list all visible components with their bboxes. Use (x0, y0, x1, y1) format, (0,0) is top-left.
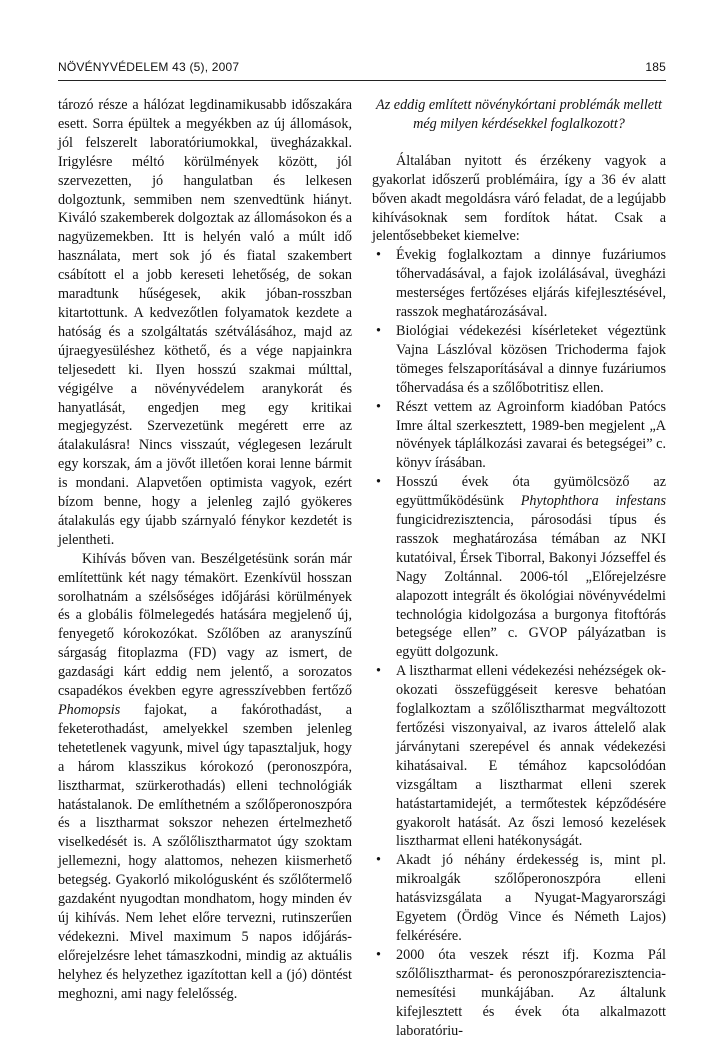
page-number: 185 (645, 60, 666, 74)
interview-question: Az eddig említett növénykórtani problémák mellett még milyen kérdésekkel foglalkozott? (376, 97, 662, 132)
paragraph: Általában nyitott és érzékeny vagyok a gyakorlat időszerű problémáira, így a 36 év alatt bőven akadt megoldásra váró feladat, de a legújabb kihívásoknak sem fordítok hátat. Csak a jelentősebbeket kiemelve: (372, 152, 666, 245)
species-name: Phytophthora infestans (520, 493, 666, 510)
list-item: • A lisztharmat elleni védekezési nehézségek ok-okozati összefüggéseit keresve behatóan foglalkoztam a szőlőlisztharmat megváltozott fertőzési viszonyaival, az ivaros áttelelő alak járványtani szerepével és annak védekezési kihatásaival. E témához kapcsolódóan vizsgáltam a lisztharmat elleni szerek hatástartamidejét, a termőtestek képződésére gyakorolt hatását. Az őszi lemosó kezelések lisztharmat elleni hatékonyságát. (376, 663, 666, 850)
list-item: • Hosszú évek óta gyümölcsöző az együttműködésünk Phytophthora infestans fungicidrezisztencia, párosodási típus és rasszok meghatározása témában az NKI kutatóival, Érsek Tiborral, Bakonyi Józseffel és Nagy Zoltánnal. 2006-tól „Előrejelzésre alapozott integrált és ökológiai növényvédelmi technológia kidolgozása a burgonya fitoftórás betegsége ellen” c. GVOP pályázatban is együtt dolgozunk. (376, 474, 666, 661)
list-item: • 2000 óta veszek részt ifj. Kozma Pál szőlőlisztharmat- és peronoszpórarezisztencia-nemesítési munkájában. Az általunk kifejlesztett és évek óta alkalmazott laboratóriu- (376, 946, 666, 1039)
paragraph: tározó része a hálózat legdinamikusabb időszakára esett. Sorra épültek a megyékben az új állomások, jól felszerelt laboratóriumokkal, üvegházakkal. Irigylésre méltó körülmények között, jól szervezetten, jó hangulatban és lelkesen dolgoztunk, semmiben nem szenvedtünk hiányt. Kiváló szakemberek dolgoztak az állomásokon és a nagyüzemekben. Itt is helyén való a múlt idő használata, mert sok jó és fiatal szakembert csábított el a jobb kereseti lehetőség, de sokan maradtunk hűségesek, akik jóban-rosszban kitartottunk. A kedvezőtlen folyamatok kezdete a hatóság és a szolgáltatás szétválásához, majd az újraegyesüléshez köthető, és a vége napjainkra teljesedett ki. Ilyen hosszú szakmai múlttal, végigélve a növényvédelem aranykorát és hanyatlását, engedjen meg egy kritikai megjegyzést. Szervezetünk megérett erre az átalakulásra! Nincs visszaút, véglegesen lezárult egy korszak, ám a jövőt illetően korai lenne bármit is mondani. Alapvetően optimista vagyok, ezért bízom benne, hogy a jelenleg zajló gyökeres átalakulás egy újabb szárnyaló fénykor kezdetét is jelentheti. (58, 97, 352, 548)
list-item: • Biológiai védekezési kísérleteket végeztünk Vajna Lászlóval közösen Trichoderma fajok tömeges felszaporításával a dinnye fuzáriumos tőhervadása és a szőlőbotritisz ellen. (376, 322, 666, 396)
left-column (58, 96, 352, 1004)
journal-title: NÖVÉNYVÉDELEM 43 (5), 2007 (58, 60, 240, 74)
genus-name: Phomopsis (58, 702, 121, 718)
paragraph: Kihívás bőven van. Beszélgetésünk során már említettünk két nagy témakört. Ezenkívül hosszan sorolhatnám a szélsőséges időjárási körülmények és a globális fölmelegedés hatására megjelenő új, fenyegető kórokozókat. Szőlőben az aranyszínű sárgaság fitoplazma (FD) vagy az ismert, de gazdasági kárt eddig nem jelentő, a sorozatos csapadékos években egyre agresszívebben fertőző Phomopsis fajokat, a fakórothadást, a feketerothadást, amelyekkel szemben jelenleg tehetetlenek vagyunk, mivel úgy tapasztaljuk, hogy a három klasszikus kórokozó (peronoszpóra, lisztharmat, szürkerothadás) elleni technológiák hatástalanok. De említhetném a szőlőperonoszpóra és a lisztharmat sokszor nehezen értelmezhető viselkedését is. A szőlőlisztharmatot úgy szoktam jellemezni, hogy alattomos, nehezen kiismerhető betegség. Gyakorló mikológusként és szőlőtermelő gazdaként nyugodtan mondhatom, hogy minden év új kihívás. Nem lehet előre tervezni, rutinszerűen védekezni. Mivel maximum 5 napos időjárás-előrejelzésre lehet támaszkodni, mindig az aktuális helyhez és helyzethez igazítottan kell a (jó) döntést meghozni, ami nagy felelősség. (58, 550, 352, 1002)
bullet-list (372, 246, 666, 1040)
bullet-icon: • (376, 852, 381, 869)
bullet-icon: • (376, 322, 381, 339)
bullet-icon: • (376, 247, 381, 264)
right-column (372, 96, 666, 1040)
list-item: • Évekig foglalkoztam a dinnye fuzáriumos tőhervadásával, a fajok izolálásával, üvegházi mesterséges fertőzéses eljárás kifejlesztésével, rasszok meghatározásával. (376, 247, 666, 321)
list-item: • Akadt jó néhány érdekesség is, mint pl. mikroalgák szőlőperonoszpóra elleni hatásvizsgálata a Nyugat-Magyarországi Egyetem (Ördög Vince és Németh Lajos) felkérésére. (376, 852, 666, 944)
bullet-icon: • (376, 946, 381, 963)
list-item: • Részt vettem az Agroinform kiadóban Patócs Imre által szerkesztett, 1989-ben megjelent „A növények táplálkozási zavarai és betegségei” c. könyv írásában. (376, 398, 666, 472)
header-rule (58, 80, 666, 81)
bullet-icon: • (376, 398, 381, 415)
bullet-icon: • (376, 663, 381, 680)
bullet-icon: • (376, 474, 381, 491)
running-header (58, 60, 666, 74)
